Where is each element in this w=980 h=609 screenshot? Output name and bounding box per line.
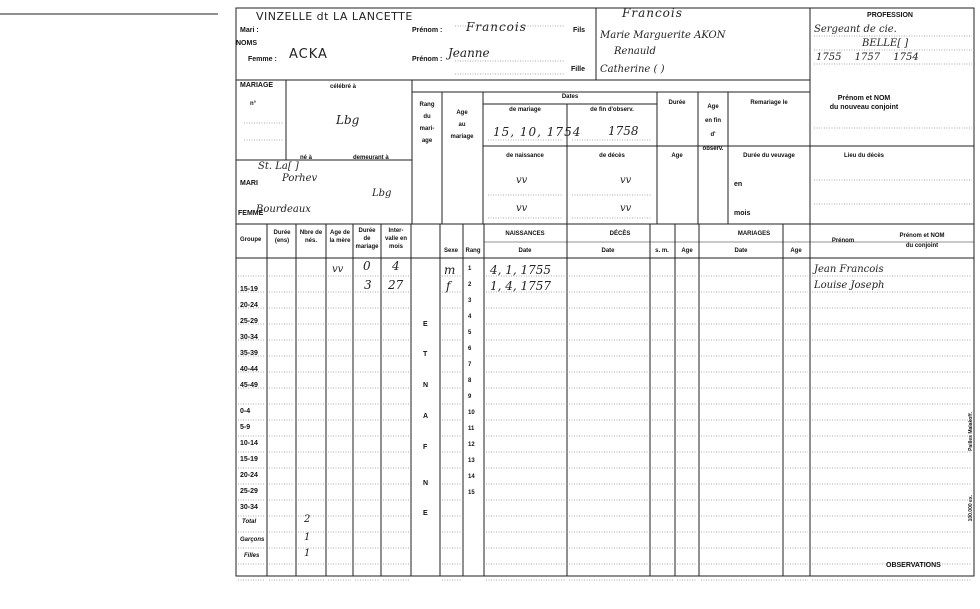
fils-name: Francois	[622, 6, 683, 20]
femme-row-label: FEMME	[238, 210, 264, 217]
en-label: en	[734, 181, 743, 188]
rang-header: Rang	[465, 248, 481, 254]
row1-intervalle: 27	[388, 278, 404, 292]
group-label-top: 45-49	[240, 382, 258, 389]
duree-veuvage-label: Durée du veuvage	[743, 153, 795, 159]
age-mariage-label: Age au mariage	[450, 110, 474, 140]
observations-label: OBSERVATIONS	[886, 562, 941, 569]
duree-mariage-header: Durée de mariage	[355, 228, 379, 250]
profession-value: Sergeant de cie.	[814, 24, 897, 35]
mariages-date-header: Date	[734, 248, 748, 254]
rank-number: 11	[468, 426, 475, 432]
rank-number: 5	[468, 330, 472, 336]
side-letter: E	[423, 321, 428, 328]
group-label-top: 40-44	[240, 366, 258, 373]
profession-years: 1755 1757 1754	[816, 52, 919, 63]
filles-value: 1	[304, 548, 311, 559]
side-letter: T	[423, 351, 428, 358]
rank-number: 4	[468, 314, 472, 320]
rank-number: 14	[468, 474, 475, 480]
mari-deces: vv	[620, 175, 632, 186]
child1-prenom: Jean Francois	[814, 264, 884, 275]
side-letter: A	[423, 413, 429, 420]
remariage-label: Remariage le	[750, 100, 788, 106]
print-count: 100.000 ex.	[968, 495, 974, 522]
de-fin-label: de fin d'observ.	[590, 107, 634, 113]
fille-line: Catherine ( )	[600, 64, 665, 75]
age-label: Age	[671, 153, 683, 159]
fils-label: Fils	[573, 27, 586, 34]
rang-mariage-label: Rang du mari- age	[419, 102, 435, 144]
mari-surname: VINZELLE dt LA LANCETTE	[256, 10, 413, 23]
group-label-bottom: 30-34	[240, 504, 258, 511]
nbre-nes-header: Nbre de nés.	[299, 230, 323, 244]
ne-a-label: né à	[300, 155, 313, 161]
side-letter: E	[423, 510, 428, 517]
child1-sexe: m	[444, 263, 456, 277]
mari-birth-place-2: Porhev	[282, 173, 318, 184]
total-label: Total	[242, 519, 257, 525]
row0-intervalle: 4	[392, 259, 400, 273]
mari-label: Mari :	[240, 27, 259, 34]
child1-date: 4, 1, 1755	[490, 263, 552, 277]
de-deces-label: de décès	[599, 153, 625, 159]
row1-duree: 3	[364, 278, 372, 292]
child2-prenom: Louise Joseph	[814, 280, 885, 291]
date-fin-observ: 1758	[608, 124, 639, 138]
row0-age-mere: vv	[332, 264, 344, 275]
rank-number: 12	[468, 442, 475, 448]
prenom-label-femme: Prénom :	[412, 56, 443, 63]
group-label-bottom: 15-19	[240, 456, 258, 463]
de-mariage-label: de mariage	[509, 107, 541, 113]
child2-date: 1, 4, 1757	[490, 279, 552, 293]
mariage-place: Lbg	[336, 113, 360, 127]
prenom-label-mari: Prénom :	[412, 27, 443, 34]
age-mere-header: Age de la mère	[329, 230, 351, 244]
rank-number: 6	[468, 346, 472, 352]
sexe-header: Sexe	[443, 248, 459, 254]
mari-demeurant: Lbg	[372, 188, 392, 199]
mariages-age-header: Age	[790, 248, 802, 254]
rank-number: 9	[468, 394, 472, 400]
mois-label: mois	[734, 210, 751, 217]
celebre-label: célébré à	[330, 84, 357, 90]
femme-birth-place: Bourdeaux	[256, 204, 311, 215]
age-fin-label: Age en fin d' observ.	[702, 104, 724, 152]
group-label-bottom: 5-9	[240, 424, 251, 431]
profession-label: PROFESSION	[867, 12, 913, 19]
sm-header: s. m.	[655, 248, 669, 254]
femme-surname: ACKA	[289, 47, 328, 62]
mari-naissance: vv	[516, 175, 528, 186]
garcons-label: Garçons	[240, 537, 265, 543]
demeurant-label: demeurant à	[353, 155, 389, 161]
garcons-value: 1	[304, 532, 311, 543]
de-naissance-label: de naissance	[506, 153, 544, 159]
lieu-deces-label: Lieu du décès	[843, 153, 885, 159]
numero-label: n°	[250, 101, 257, 107]
mariage-title: MARIAGE	[240, 82, 274, 89]
rank-number: 2	[468, 282, 472, 288]
femme-naissance: vv	[516, 203, 528, 214]
rank-number: 10	[468, 410, 475, 416]
group-label-bottom: 0-4	[240, 408, 251, 415]
deces-date-header: Date	[601, 248, 615, 254]
dates-label: Dates	[561, 94, 579, 100]
conjoint-header: Prénom et NOM du conjoint	[899, 233, 945, 249]
femme-firstname: Jeanne	[448, 46, 490, 60]
group-label-top: 35-39	[240, 350, 258, 357]
group-label-top: 20-24	[240, 302, 258, 309]
date-mariage: 15, 10, 1754	[493, 125, 582, 139]
nouveau-conjoint-label: Prénom et NOM du nouveau conjoint	[829, 95, 899, 111]
group-label-top: 30-34	[240, 334, 258, 341]
group-label-bottom: 25-29	[240, 488, 258, 495]
duree-label: Durée	[668, 100, 686, 106]
side-letter: F	[423, 444, 428, 451]
profession-place: BELLE[ ]	[862, 38, 909, 49]
femme-deces: vv	[620, 203, 632, 214]
groupe-header: Groupe	[240, 237, 262, 243]
naissances-date-header: Date	[518, 248, 532, 254]
duree-ens-header: Durée (ens)	[273, 230, 291, 244]
fille-label: Fille	[571, 66, 586, 73]
fils-line2: Renauld	[614, 46, 656, 57]
rank-number: 1	[468, 266, 472, 272]
mari-row-label: MARI	[240, 180, 258, 187]
rank-number: 7	[468, 362, 472, 368]
mariages-header: MARIAGES	[737, 231, 771, 237]
femme-label: Femme :	[248, 56, 277, 63]
side-letter: N	[423, 382, 429, 389]
deces-header: DÉCÈS	[609, 231, 631, 237]
fils-line1: Marie Marguerite AKON	[600, 30, 726, 41]
group-label-top: 15-19	[240, 286, 258, 293]
printer-credit: Pailles Malakoff.	[968, 412, 974, 451]
noms-label: NOMS	[236, 40, 257, 47]
intervalle-header: Inter- valle en mois	[384, 228, 408, 250]
total-value: 2	[304, 514, 311, 525]
side-letter: N	[423, 480, 429, 487]
group-label-bottom: 10-14	[240, 440, 258, 447]
mari-birth-place: St. La[ ]	[258, 161, 299, 172]
filles-label: Filles	[244, 553, 260, 559]
naissances-header: NAISSANCES	[505, 231, 545, 237]
group-label-bottom: 20-24	[240, 472, 258, 479]
rank-number: 8	[468, 378, 472, 384]
group-label-top: 25-29	[240, 318, 258, 325]
prenom-header: Prénom	[831, 238, 855, 244]
deces-age-header: Age	[681, 248, 693, 254]
mari-firstname: Francois	[466, 20, 527, 34]
rank-number: 3	[468, 298, 472, 304]
rank-number: 15	[468, 490, 475, 496]
rank-number: 13	[468, 458, 475, 464]
child2-sexe: f	[446, 279, 451, 293]
row0-duree: 0	[363, 259, 371, 273]
